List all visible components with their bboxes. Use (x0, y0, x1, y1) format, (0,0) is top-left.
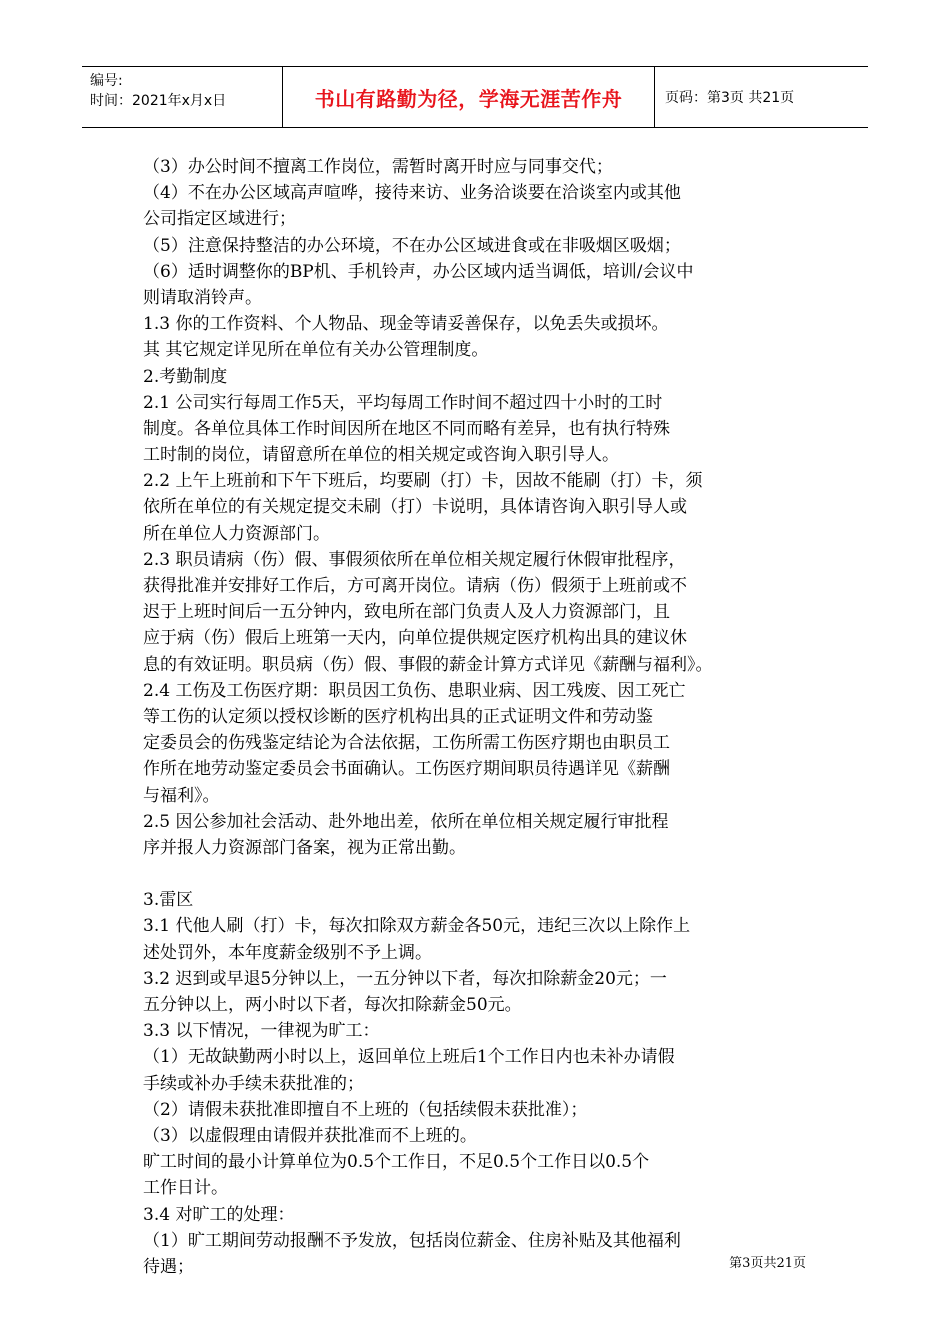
motto: 书山有路勤为径，学海无涯苦作舟 (283, 67, 655, 127)
text-line: 2.1 公司实行每周工作5天，平均每周工作时间不超过四十小时的工时 (143, 392, 663, 413)
text-line: 公司指定区域进行； (143, 209, 296, 230)
text-line: 3.3 以下情况，一律视为旷工： (143, 1021, 380, 1042)
text-line: 与福利》。 (143, 785, 220, 806)
text-line: 2.3 职员请病（伤）假、事假须依所在单位相关规定履行休假审批程序， (143, 549, 686, 570)
text-line: 所在单位人力资源部门。 (143, 523, 330, 544)
text-line: 工作日计。 (143, 1178, 228, 1199)
text-line: 制度。各单位具体工作时间因所在地区不同而略有差异，也有执行特殊 (143, 418, 670, 439)
text-line: 2.5 因公参加社会活动、赴外地出差，依所在单位相关规定履行审批程 (143, 811, 669, 832)
number-label: 编号: (90, 73, 123, 89)
text-line: （3）以虚假理由请假并获批准而不上班的。 (143, 1125, 477, 1146)
text-line: 其 其它规定详见所在单位有关办公管理制度。 (143, 340, 489, 361)
text-line: 作所在地劳动鉴定委员会书面确认。工伤医疗期间职员待遇详见《薪酬 (143, 759, 670, 780)
text-line: 3.4 对旷工的处理： (143, 1204, 295, 1225)
text-line: 述处罚外，本年度薪金级别不予上调。 (143, 942, 432, 963)
text-line: 2.考勤制度 (143, 366, 228, 387)
text-line: 依所在单位的有关规定提交未刷（打）卡说明，具体请咨询入职引导人或 (143, 497, 687, 518)
text-line: 工时制的岗位，请留意所在单位的相关规定或咨询入职引导人。 (143, 445, 619, 466)
text-line: 1.3 你的工作资料、个人物品、现金等请妥善保存，以免丢失或损坏。 (143, 314, 669, 335)
text-line: 手续或补办手续未获批准的； (143, 1073, 364, 1094)
text-line: 等工伤的认定须以授权诊断的医疗机构出具的正式证明文件和劳动鉴 (143, 706, 653, 727)
text-line: 旷工时间的最小计算单位为0.5个工作日，不足0.5个工作日以0.5个 (143, 1152, 650, 1173)
text-line: （2）请假未获批准即擅自不上班的（包括续假未获批准）； (143, 1099, 588, 1120)
page-header (82, 66, 868, 128)
text-line: 序并报人力资源部门备案，视为正常出勤。 (143, 837, 466, 858)
text-line: （1）无故缺勤两小时以上，返回单位上班后1个工作日内也未补办请假 (143, 1047, 675, 1068)
text-line: 五分钟以上，两小时以下者，每次扣除薪金50元。 (143, 995, 522, 1015)
text-line: 待遇； (143, 1256, 194, 1277)
header-meta (82, 67, 283, 127)
text-line: 3.1 代他人刷（打）卡，每次扣除双方薪金各50元，违纪三次以上除作上 (143, 916, 691, 937)
text-line: 3.雷区 (143, 890, 194, 911)
text-line: 获得批准并安排好工作后，方可离开岗位。请病（伤）假须于上班前或不 (143, 576, 687, 596)
text-line: 应于病（伤）假后上班第一天内，向单位提供规定医疗机构出具的建议休 (143, 628, 687, 649)
page-code: 页码：第3页 共21页 (665, 90, 795, 106)
text-line: （6）适时调整你的BP机、手机铃声，办公区域内适当调低，培训/会议中 (143, 261, 694, 282)
document-body (143, 154, 813, 1280)
text-line: 则请取消铃声。 (143, 287, 262, 308)
text-line: 2.4 工伤及工伤医疗期：职员因工负伤、患职业病、因工残废、因工死亡 (143, 680, 686, 701)
text-line: （4）不在办公区域高声喧哗，接待来访、业务洽谈要在洽谈室内或其他 (143, 183, 681, 204)
text-line: （5）注意保持整洁的办公环境，不在办公区域进食或在非吸烟区吸烟； (143, 235, 681, 256)
text-line: 2.2 上午上班前和下午下班后，均要刷（打）卡，因故不能刷（打）卡，须 (143, 471, 703, 492)
text-line (143, 861, 813, 887)
page-footer: 第3页共21页 (729, 1256, 806, 1271)
time-label: 时间：2021年x月x日 (90, 93, 227, 109)
text-line: （1）旷工期间劳动报酬不予发放，包括岗位薪金、住房补贴及其他福利 (143, 1230, 681, 1251)
text-line: 3.2 迟到或早退5分钟以上，一五分钟以下者，每次扣除薪金20元；一 (143, 968, 667, 989)
text-line: 迟于上班时间后一五分钟内，致电所在部门负责人及人力资源部门，且 (143, 602, 670, 623)
text-line: 息的有效证明。职员病（伤）假、事假的薪金计算方式详见《薪酬与福利》。 (143, 654, 713, 675)
text-line: （3）办公时间不擅离工作岗位，需暂时离开时应与同事交代； (143, 157, 613, 177)
text-line: 定委员会的伤残鉴定结论为合法依据，工伤所需工伤医疗期也由职员工 (143, 733, 670, 754)
